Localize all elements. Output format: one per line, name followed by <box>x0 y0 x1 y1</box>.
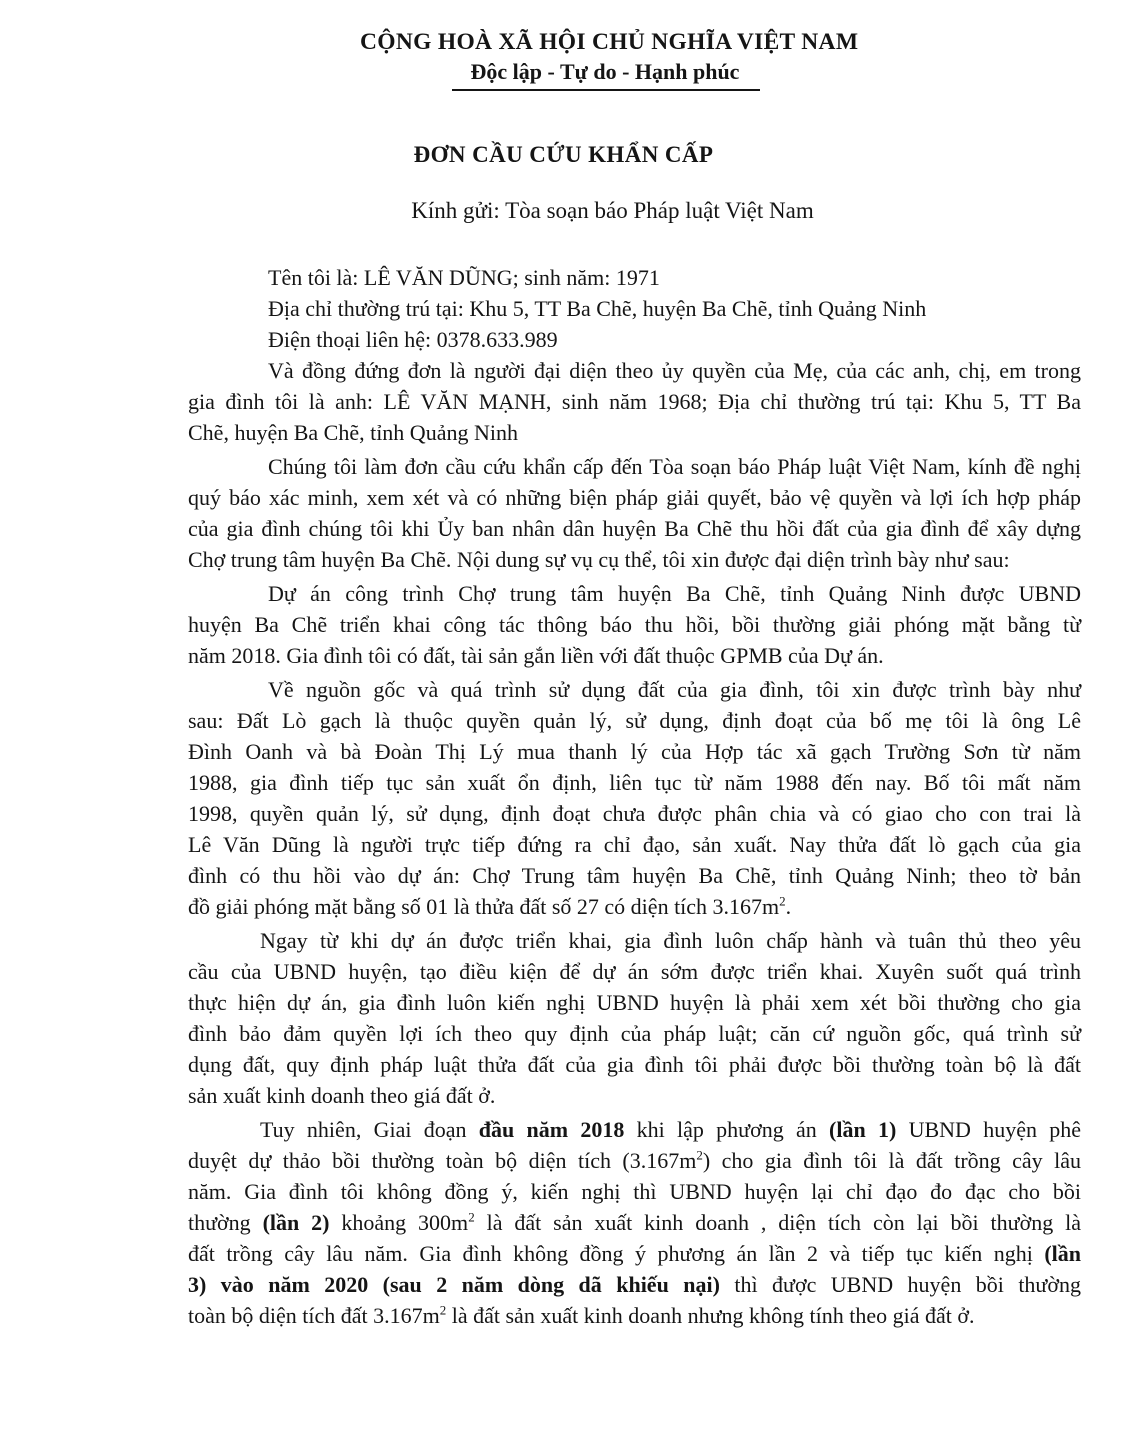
document-body <box>188 262 1081 1331</box>
national-motto: Độc lập - Tự do - Hạnh phúc <box>470 59 740 84</box>
text-run: là đất sản xuất kinh doanh nhưng không tính theo giá đất ở. <box>446 1303 975 1328</box>
paragraph-line <box>188 1300 1081 1331</box>
text-run: duyệt dự thảo bồi thường toàn bộ diện tích (3.167m <box>188 1148 697 1173</box>
superscript: 2 <box>468 1209 475 1225</box>
paragraph-line <box>188 1114 1081 1145</box>
paragraph-co-petitioner <box>188 355 1081 448</box>
paragraph-line <box>188 1269 1081 1300</box>
paragraph-line: dụng đất, quy định pháp luật thửa đất của gia đình tôi phải được bồi thường toàn bộ là đất <box>188 1052 1081 1077</box>
bold-run: 3) vào năm 2020 (sau 2 năm dòng dã khiếu nại) <box>188 1272 720 1297</box>
text-run: ) cho gia đình tôi là đất trồng cây lâu <box>702 1148 1081 1173</box>
paragraph-line: huyện Ba Chẽ triển khai công tác thông báo thu hồi, bồi thường giải phóng mặt bằng từ <box>188 612 1081 637</box>
paragraph-line <box>188 1207 1081 1238</box>
paragraph-line: 1998, quyền quản lý, sử dụng, định đoạt chưa được phân chia và có giao cho con trai là <box>188 801 1081 826</box>
paragraph-line: 1988, gia đình tiếp tục sản xuất ổn định, liên tục từ năm 1988 đến nay. Bố tôi mất năm <box>188 770 1081 795</box>
national-header <box>360 26 859 91</box>
bold-run: đầu năm 2018 <box>478 1117 625 1142</box>
paragraph-line <box>188 891 1081 922</box>
superscript: 2 <box>696 1147 703 1163</box>
text-run: thì được UBND huyện bồi thường <box>719 1272 1081 1297</box>
recipient-line: Kính gửi: Tòa soạn báo Pháp luật Việt Nam <box>411 198 814 223</box>
document-title: ĐƠN CẦU CỨU KHẨN CẤP <box>413 142 714 167</box>
paragraph-line: Lê Văn Dũng là người trực tiếp đứng ra chỉ đạo, sản xuất. Nay thửa đất lò gạch của gia <box>188 832 1081 857</box>
text-run: khoảng 300m <box>329 1210 469 1235</box>
text-run: đất trồng cây lâu năm. Gia đình không đồng ý phương án lần 2 và tiếp tục kiến nghị <box>188 1241 1045 1266</box>
paragraph-line <box>188 1238 1081 1269</box>
bold-run: (lần 1) <box>829 1117 897 1142</box>
paragraph-line: của gia đình chúng tôi khi Ủy ban nhân dân huyện Ba Chẽ thu hồi đất của gia đình để xây dựng <box>188 516 1081 541</box>
paragraph-line: Chúng tôi làm đơn cầu cứu khẩn cấp đến Tòa soạn báo Pháp luật Việt Nam, kính đề nghị <box>268 454 1081 479</box>
text-run: là đất sản xuất kinh doanh , diện tích còn lại bồi thường là <box>474 1210 1081 1235</box>
bold-run: (lần <box>1044 1241 1081 1266</box>
text-run: UBND huyện phê <box>896 1117 1081 1142</box>
paragraph-line: Về nguồn gốc và quá trình sử dụng đất của gia đình, tôi xin được trình bày như <box>268 677 1081 702</box>
paragraph-line <box>188 1145 1081 1176</box>
text-run: đồ giải phóng mặt bằng số 01 là thửa đất số 27 có diện tích 3.167m <box>188 894 780 919</box>
paragraph-line: Dự án công trình Chợ trung tâm huyện Ba Chẽ, tỉnh Quảng Ninh được UBND <box>268 581 1081 606</box>
paragraph-line: sản xuất kinh doanh theo giá đất ở. <box>188 1083 496 1108</box>
paragraph-line: gia đình tôi là anh: LÊ VĂN MẠNH, sinh năm 1968; Địa chỉ thường trú tại: Khu 5, TT Ba <box>188 389 1081 414</box>
text-run: . <box>785 894 792 919</box>
paragraph-line: năm. Gia đình tôi không đồng ý, kiến nghị thì UBND huyện lại chỉ đạo đo đạc cho bồi <box>188 1179 1081 1204</box>
paragraph-line: Chẽ, huyện Ba Chẽ, tỉnh Quảng Ninh <box>188 420 518 445</box>
petitioner-address-line: Địa chỉ thường trú tại: Khu 5, TT Ba Chẽ, huyện Ba Chẽ, tỉnh Quảng Ninh <box>268 296 927 321</box>
paragraph-line: quý báo xác minh, xem xét và có những biện pháp giải quyết, bảo vệ quyền và lợi ích hợp pháp <box>188 485 1081 510</box>
paragraph-line: Đình Oanh và bà Đoàn Thị Lý mua thanh lý của Hợp tác xã gạch Trường Sơn từ năm <box>188 739 1081 764</box>
paragraph-line: đình bảo đảm quyền lợi ích theo quy định của pháp luật; căn cứ nguồn gốc, quá trình sử <box>188 1021 1081 1046</box>
paragraph-line: sau: Đất Lò gạch là thuộc quyền quản lý, sử dụng, định đoạt của bố mẹ tôi là ông Lê <box>188 708 1081 733</box>
text-run: thường <box>188 1210 263 1235</box>
text-run: Tuy nhiên, Giai đoạn <box>260 1117 479 1142</box>
paragraph-compensation-history <box>188 1114 1081 1331</box>
national-title: CỘNG HOÀ XÃ HỘI CHỦ NGHĨA VIỆT NAM <box>360 29 859 55</box>
superscript: 2 <box>779 893 786 909</box>
superscript: 2 <box>439 1302 447 1318</box>
text-run: toàn bộ diện tích đất 3.167m <box>188 1303 440 1328</box>
text-run: khi lập phương án <box>624 1117 830 1142</box>
paragraph-line: thực hiện dự án, gia đình luôn kiến nghị UBND huyện là phải xem xét bồi thường cho gia <box>188 990 1081 1015</box>
paragraph-line: cầu của UBND huyện, tạo điều kiện để dự án sớm được triển khai. Xuyên suốt quá trình <box>188 959 1081 984</box>
paragraph-request <box>188 451 1081 575</box>
paragraph-land-origin <box>188 674 1081 922</box>
paragraph-line: đình có thu hồi vào dự án: Chợ Trung tâm huyện Ba Chẽ, tỉnh Quảng Ninh; theo tờ bản <box>188 863 1081 888</box>
petitioner-name-line: Tên tôi là: LÊ VĂN DŨNG; sinh năm: 1971 <box>268 265 660 290</box>
paragraph-line: năm 2018. Gia đình tôi có đất, tài sản gắn liền với đất thuộc GPMB của Dự án. <box>188 643 884 668</box>
paragraph-line: Chợ trung tâm huyện Ba Chẽ. Nội dung sự vụ cụ thể, tôi xin được đại diện trình bày như sau: <box>188 547 1010 572</box>
paragraph-line: Ngay từ khi dự án được triển khai, gia đình luôn chấp hành và tuân thủ theo yêu <box>260 928 1081 953</box>
petitioner-phone-line: Điện thoại liên hệ: 0378.633.989 <box>268 327 558 352</box>
bold-run: (lần 2) <box>262 1210 330 1235</box>
paragraph-project <box>188 578 1081 671</box>
motto-underline <box>452 89 760 91</box>
paragraph-compliance <box>188 925 1081 1111</box>
paragraph-line: Và đồng đứng đơn là người đại diện theo ủy quyền của Mẹ, của các anh, chị, em trong <box>268 358 1081 383</box>
